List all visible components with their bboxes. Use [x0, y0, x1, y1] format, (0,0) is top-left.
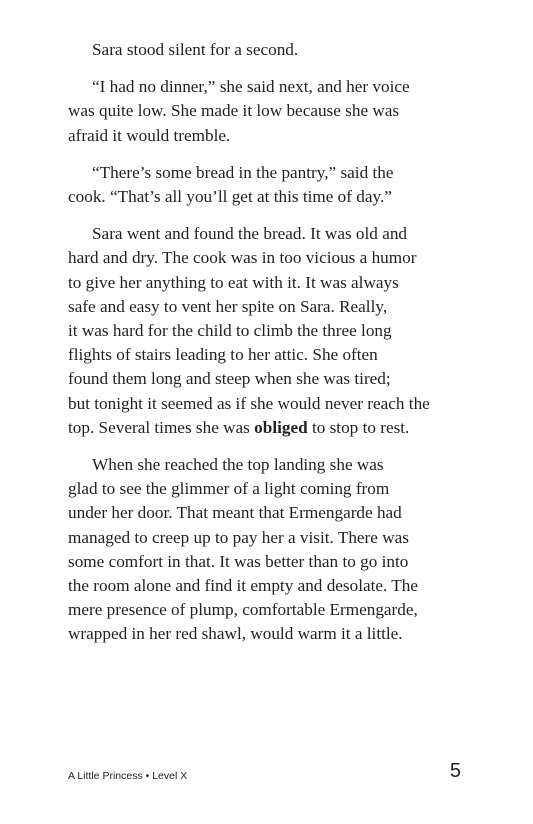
text-line: to give her anything to eat with it. It was always [68, 272, 399, 292]
text-line: afraid it would tremble. [68, 125, 231, 145]
text-line: safe and easy to vent her spite on Sara. Really, [68, 296, 388, 316]
paragraph-5 [68, 453, 468, 647]
text-line: was quite low. She made it low because she was [68, 101, 400, 121]
body-text [68, 38, 468, 660]
text-line: hard and dry. The cook was in too vicious a humor [68, 248, 417, 268]
page-number: 5 [449, 760, 461, 782]
paragraph-4 [68, 222, 468, 440]
text-line: Sara stood silent for a second. [92, 40, 299, 59]
text-line: managed to creep up to pay her a visit. There was [68, 527, 409, 547]
text-segment: to stop to rest. [307, 417, 410, 437]
text-line: glad to see the glimmer of a light coming from [68, 479, 390, 499]
text-line: it was hard for the child to climb the three long [68, 321, 392, 341]
vocabulary-word: obliged [254, 417, 308, 437]
text-line: cook. “That’s all you’ll get at this time of day.” [68, 187, 392, 207]
text-line: mere presence of plump, comfortable Ermengarde, [68, 600, 418, 620]
text-line: wrapped in her red shawl, would warm it a little. [68, 624, 403, 644]
paragraph-1 [68, 38, 468, 62]
text-line: “There’s some bread in the pantry,” said the [92, 162, 394, 182]
footer-book-title: A Little Princess • Level X [68, 770, 188, 782]
paragraph-2 [68, 75, 468, 148]
text-line: “I had no dinner,” she said next, and her voice [92, 77, 410, 97]
text-segment: top. Several times she was [68, 417, 255, 437]
text-line: found them long and steep when she was tired; [68, 369, 391, 389]
text-line: some comfort in that. It was better than to go into [68, 551, 409, 571]
text-line: under her door. That meant that Ermengarde had [68, 503, 402, 523]
text-line: Sara went and found the bread. It was old and [92, 224, 408, 244]
text-line: When she reached the top landing she was [92, 455, 384, 475]
paragraph-3 [68, 161, 468, 209]
text-line [68, 416, 468, 440]
text-line: the room alone and find it empty and desolate. The [68, 576, 419, 596]
text-line: but tonight it seemed as if she would never reach the [68, 393, 430, 413]
text-line: flights of stairs leading to her attic. She often [68, 345, 378, 365]
